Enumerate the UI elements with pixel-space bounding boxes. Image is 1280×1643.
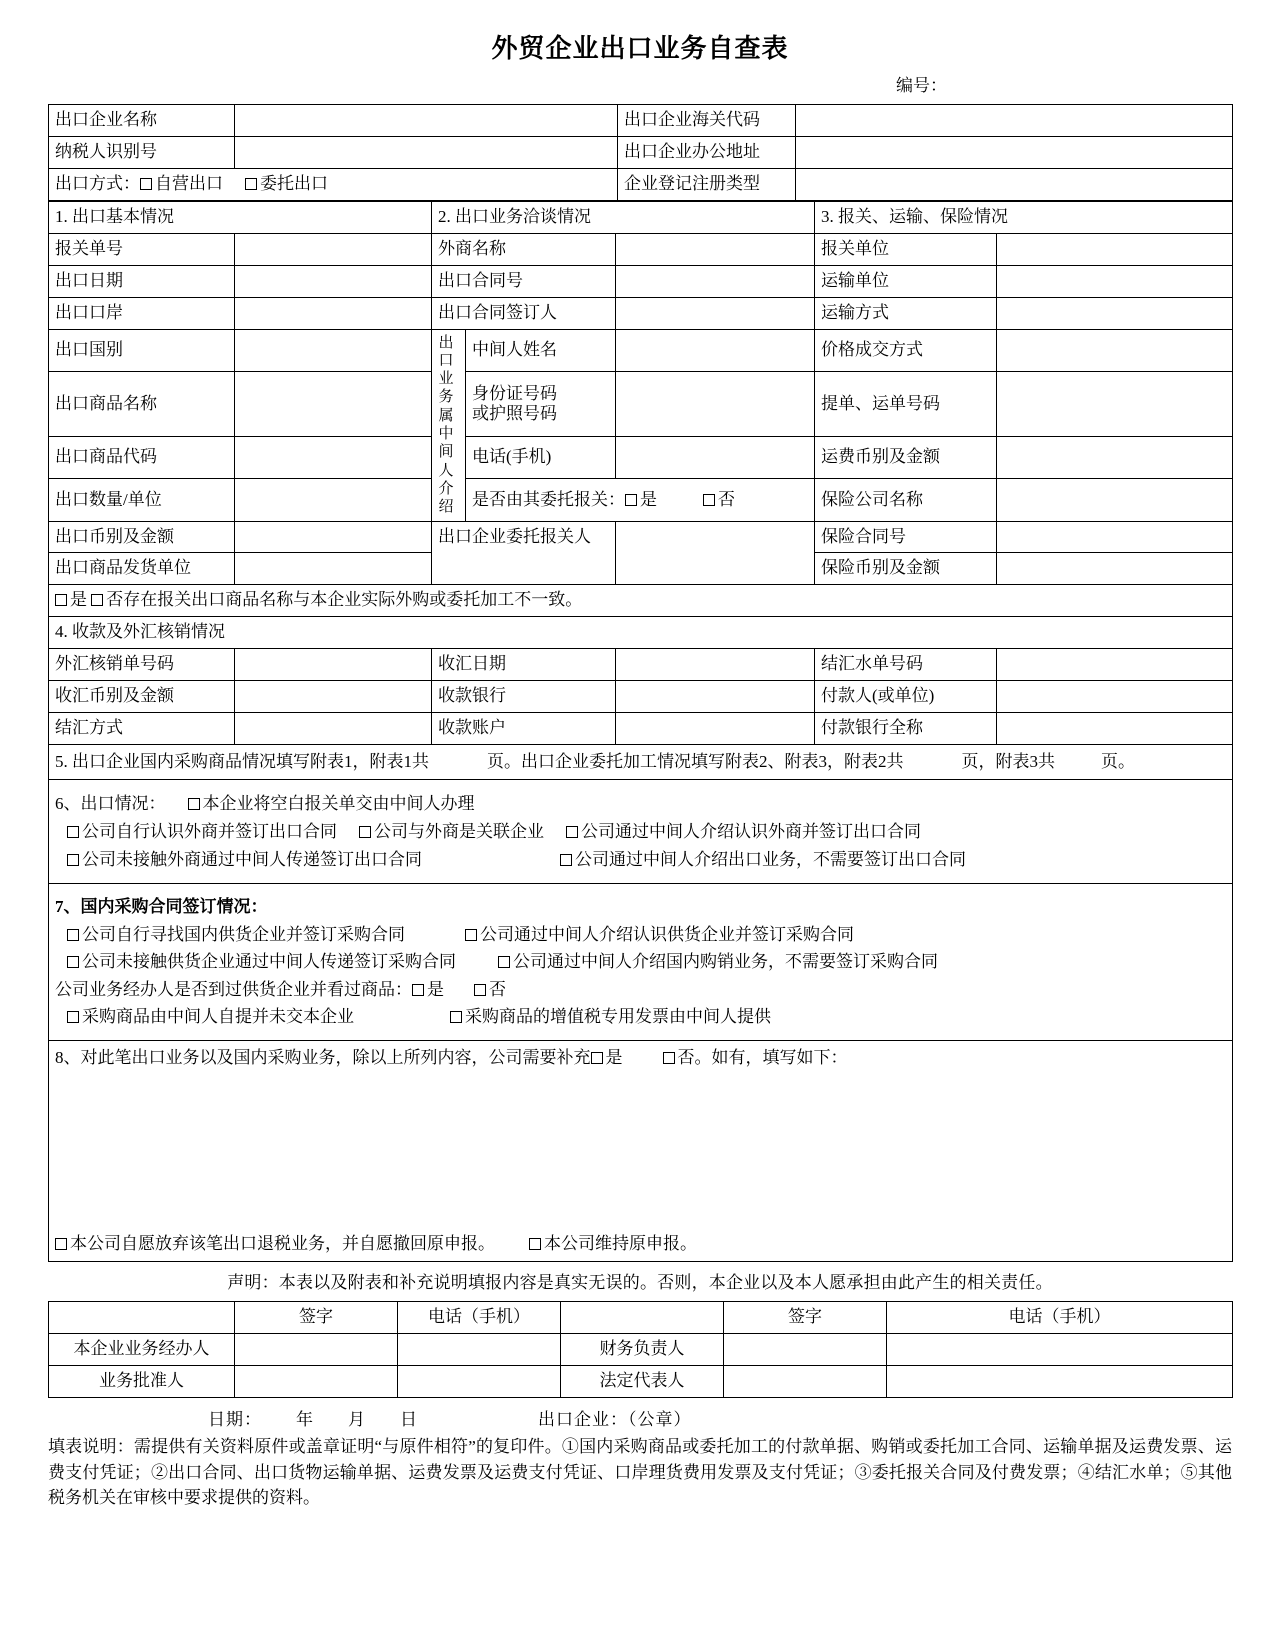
section6-lead-option: 本企业将空白报关单交由中间人办理 xyxy=(202,794,475,814)
export-port-field[interactable] xyxy=(235,297,432,329)
section7-row3 xyxy=(55,976,1226,1004)
registration-type-field[interactable] xyxy=(796,168,1233,200)
entrust-declaration-label: 是否由其委托报关： xyxy=(472,489,625,509)
settlement-method-field[interactable] xyxy=(235,713,432,745)
section8-footer-row xyxy=(55,1231,1226,1257)
export-contract-no-label: 出口合同号 xyxy=(432,265,616,297)
price-terms-label: 价格成交方式 xyxy=(815,329,997,371)
section8-row xyxy=(49,1040,1233,1262)
checkbox-s6-middleman-intro[interactable] xyxy=(566,826,578,838)
export-mode-label: 出口方式： xyxy=(55,173,140,193)
section5-part2: 页。出口企业委托加工情况填写附表2、附表3，附表2共 xyxy=(487,752,904,772)
goods-name-field[interactable] xyxy=(235,371,432,437)
section7-opt-4: 公司通过中间人介绍国内购销业务，不需要签订采购合同 xyxy=(513,952,938,972)
registration-type-label: 企业登记注册类型 xyxy=(618,168,796,200)
checkbox-s7-self-find-supplier[interactable] xyxy=(67,929,79,941)
checkbox-s7-no-purchase-contract[interactable] xyxy=(498,956,510,968)
forex-verification-no-field[interactable] xyxy=(235,649,432,681)
entrust-declaration-cell xyxy=(466,479,815,521)
legal-representative-signature-field[interactable] xyxy=(724,1366,887,1398)
middleman-id-field[interactable] xyxy=(616,371,815,437)
section6-row2 xyxy=(55,846,1226,874)
transport-unit-field[interactable] xyxy=(997,265,1233,297)
section-title-row xyxy=(49,201,1233,233)
section6-cell xyxy=(49,780,1233,884)
date-day: 日 xyxy=(400,1410,418,1430)
section7-visit-question: 公司业务经办人是否到过供货企业并看过商品： xyxy=(55,979,412,999)
business-handler-phone-field[interactable] xyxy=(398,1334,561,1366)
row-label-finance-head: 财务负责人 xyxy=(561,1334,724,1366)
table-row xyxy=(49,265,1233,297)
sig-head-phone-left: 电话（手机） xyxy=(398,1302,561,1334)
paying-bank-field[interactable] xyxy=(997,713,1233,745)
section8-freeform-area[interactable] xyxy=(55,1071,1226,1231)
section5-cell xyxy=(49,745,1233,780)
finance-head-phone-field[interactable] xyxy=(887,1334,1233,1366)
export-agent-label: 出口企业委托报关人 xyxy=(432,521,616,585)
company-seal-label: 出口企业：（公章） xyxy=(538,1410,692,1430)
finance-head-signature-field[interactable] xyxy=(724,1334,887,1366)
middleman-phone-label: 电话(手机) xyxy=(466,437,616,479)
office-address-field[interactable] xyxy=(796,136,1233,168)
receipt-currency-field[interactable] xyxy=(235,681,432,713)
section8-lead: 8、对此笔出口业务以及国内采购业务，除以上所列内容，公司需要补充 xyxy=(55,1047,591,1067)
export-mode-option-self: 自营出口 xyxy=(155,173,223,193)
quantity-unit-label: 出口数量/单位 xyxy=(49,479,235,521)
section7-visit-no: 否 xyxy=(489,979,506,999)
section5-part4: 页。 xyxy=(1101,752,1135,772)
table-row xyxy=(49,329,1233,371)
section4-title: 4. 收款及外汇核销情况 xyxy=(49,617,1233,649)
table-row xyxy=(49,371,1233,437)
declaration-statement: 声明：本表以及附表和补充说明填报内容是真实无误的。否则，本企业以及本人愿承担由此产生的相关责任。 xyxy=(227,1273,1053,1293)
section6-lead-row xyxy=(55,790,1226,818)
row-label-approver: 业务批准人 xyxy=(49,1366,235,1398)
checkbox-s7-middleman-supplier[interactable] xyxy=(465,929,477,941)
section6-block xyxy=(55,790,1226,873)
goods-name-label: 出口商品名称 xyxy=(49,371,235,437)
insurance-company-field[interactable] xyxy=(997,479,1233,521)
export-mode-option-entrusted: 委托出口 xyxy=(260,173,328,193)
table-row xyxy=(49,136,1233,168)
row-label-business-handler: 本企业业务经办人 xyxy=(49,1334,235,1366)
company-name-label: 出口企业名称 xyxy=(49,105,235,137)
export-port-label: 出口口岸 xyxy=(49,297,235,329)
sig-head-signature-right: 签字 xyxy=(724,1302,887,1334)
table-row xyxy=(49,649,1233,681)
section6-title: 6、出口情况： xyxy=(55,794,166,814)
checkbox-mismatch-yes[interactable] xyxy=(55,594,67,606)
checkbox-keep-declaration[interactable] xyxy=(529,1238,541,1250)
checkbox-s8-yes[interactable] xyxy=(591,1052,603,1064)
section8-cell[interactable] xyxy=(49,1040,1233,1262)
checkbox-s7-no-contact-supplier[interactable] xyxy=(67,956,79,968)
settlement-method-label: 结汇方式 xyxy=(49,713,235,745)
checkbox-s7-middleman-invoice[interactable] xyxy=(450,1011,462,1023)
section2-title: 2. 出口业务洽谈情况 xyxy=(432,201,815,233)
middleman-vertical-label xyxy=(432,329,466,521)
customs-broker-field[interactable] xyxy=(997,233,1233,265)
declaration-no-label: 报关单号 xyxy=(49,233,235,265)
export-country-field[interactable] xyxy=(235,329,432,371)
forex-verification-no-label: 外汇核销单号码 xyxy=(49,649,235,681)
section3-title: 3. 报关、运输、保险情况 xyxy=(815,201,1233,233)
date-month: 月 xyxy=(348,1410,366,1430)
section6-row xyxy=(49,780,1233,884)
freight-currency-label: 运费币别及金额 xyxy=(815,437,997,479)
table-row xyxy=(49,297,1233,329)
price-terms-field[interactable] xyxy=(997,329,1233,371)
section5-text xyxy=(55,749,1226,775)
insurance-currency-label: 保险币别及金额 xyxy=(815,553,997,585)
section7-opt-3: 公司未接触供货企业通过中间人传递签订采购合同 xyxy=(82,952,456,972)
section7-row1 xyxy=(55,921,1226,949)
section7-block xyxy=(55,893,1226,1031)
legal-representative-phone-field[interactable] xyxy=(887,1366,1233,1398)
mismatch-text: 存在报关出口商品名称与本企业实际外购或委托加工不一致。 xyxy=(123,590,583,610)
contract-signer-label: 出口合同签订人 xyxy=(432,297,616,329)
section7-opt-2: 公司通过中间人介绍认识供货企业并签订采购合同 xyxy=(480,924,854,944)
checkbox-s6-self-contract[interactable] xyxy=(67,826,79,838)
checkbox-entrust-yes[interactable] xyxy=(625,494,637,506)
goods-code-label: 出口商品代码 xyxy=(49,437,235,479)
checkbox-s8-no[interactable] xyxy=(663,1052,675,1064)
receipt-date-label: 收汇日期 xyxy=(432,649,616,681)
receipt-date-field[interactable] xyxy=(616,649,815,681)
section6-row1 xyxy=(55,818,1226,846)
transport-unit-label: 运输单位 xyxy=(815,265,997,297)
table-row xyxy=(49,1334,1233,1366)
sig-head-signature-left: 签字 xyxy=(235,1302,398,1334)
section8-option-yes: 是 xyxy=(605,1047,623,1067)
section6-opt-2: 公司与外商是关联企业 xyxy=(374,821,544,841)
checkbox-mismatch-no[interactable] xyxy=(91,594,103,606)
customs-broker-label: 报关单位 xyxy=(815,233,997,265)
customs-code-label: 出口企业海关代码 xyxy=(618,105,796,137)
taxpayer-id-label: 纳税人识别号 xyxy=(49,136,235,168)
receiving-account-field[interactable] xyxy=(616,713,815,745)
section7-row2 xyxy=(55,948,1226,976)
page-title: 外贸企业出口业务自查表 xyxy=(491,34,789,63)
section5-row xyxy=(49,745,1233,780)
insurance-currency-field[interactable] xyxy=(997,553,1233,585)
section1-title: 1. 出口基本情况 xyxy=(49,201,432,233)
contract-signer-field[interactable] xyxy=(616,297,815,329)
shipper-unit-field[interactable] xyxy=(235,553,432,585)
sig-head-0 xyxy=(49,1302,235,1334)
date-label: 日期： xyxy=(208,1410,262,1430)
taxpayer-id-field[interactable] xyxy=(235,136,618,168)
section7-row4 xyxy=(55,1003,1226,1031)
bill-of-lading-label: 提单、运单号码 xyxy=(815,371,997,437)
table-row xyxy=(49,437,1233,479)
declaration-no-field[interactable] xyxy=(235,233,432,265)
section6-opt-3: 公司通过中间人介绍认识外商并签订出口合同 xyxy=(581,821,921,841)
date-and-seal-line xyxy=(48,1398,1232,1434)
sig-head-phone-right: 电话（手机） xyxy=(887,1302,1233,1334)
table-row xyxy=(49,105,1233,137)
receiving-bank-label: 收款银行 xyxy=(432,681,616,713)
insurance-contract-label: 保险合同号 xyxy=(815,521,997,553)
shipper-unit-label: 出口商品发货单位 xyxy=(49,553,235,585)
transport-mode-field[interactable] xyxy=(997,297,1233,329)
row-label-legal-representative: 法定代表人 xyxy=(561,1366,724,1398)
table-row xyxy=(49,479,1233,521)
mismatch-row xyxy=(49,585,1233,617)
foreign-buyer-label: 外商名称 xyxy=(432,233,616,265)
section6-opt-4: 公司未接触外商通过中间人传递签订出口合同 xyxy=(82,849,422,869)
section8-option-no: 否。如有，填写如下： xyxy=(677,1047,848,1067)
export-mode-cell xyxy=(49,168,618,200)
middleman-name-label: 中间人姓名 xyxy=(466,329,616,371)
signature-table xyxy=(48,1301,1233,1398)
main-detail-table xyxy=(48,201,1233,1263)
middleman-vertical-text: 出口业务属中间人介绍 xyxy=(438,334,454,516)
checkbox-s6-related-party[interactable] xyxy=(359,826,371,838)
export-contract-no-field[interactable] xyxy=(616,265,815,297)
mismatch-option-yes: 是 xyxy=(70,590,87,610)
checkbox-s7-visit-yes[interactable] xyxy=(412,984,424,996)
middleman-phone-field[interactable] xyxy=(616,437,815,479)
payer-label: 付款人(或单位) xyxy=(815,681,997,713)
settlement-slip-no-field[interactable] xyxy=(997,649,1233,681)
company-name-field[interactable] xyxy=(235,105,618,137)
sig-head-3 xyxy=(561,1302,724,1334)
section5-part1: 5. 出口企业国内采购商品情况填写附表1，附表1共 xyxy=(55,752,429,772)
table-row xyxy=(49,681,1233,713)
freight-currency-field[interactable] xyxy=(997,437,1233,479)
date-year: 年 xyxy=(296,1410,314,1430)
middleman-id-label: 身份证号码 或护照号码 xyxy=(466,371,616,437)
checkbox-s7-visit-no[interactable] xyxy=(474,984,486,996)
quantity-unit-field[interactable] xyxy=(235,479,432,521)
section-title-row xyxy=(49,617,1233,649)
checkbox-s7-middleman-pickup[interactable] xyxy=(67,1011,79,1023)
mismatch-option-no: 否 xyxy=(106,590,124,610)
receiving-account-label: 收款账户 xyxy=(432,713,616,745)
table-row xyxy=(49,1302,1233,1334)
section7-row xyxy=(49,884,1233,1041)
entrust-option-no: 否 xyxy=(718,489,735,509)
payer-field[interactable] xyxy=(997,681,1233,713)
settlement-slip-no-label: 结汇水单号码 xyxy=(815,649,997,681)
receipt-currency-label: 收汇币别及金额 xyxy=(49,681,235,713)
header-table xyxy=(48,104,1233,201)
office-address-label: 出口企业办公地址 xyxy=(618,136,796,168)
paying-bank-label: 付款银行全称 xyxy=(815,713,997,745)
receiving-bank-field[interactable] xyxy=(616,681,815,713)
serial-number-label: 编号： xyxy=(896,76,947,95)
section7-opt-1: 公司自行寻找国内供货企业并签订采购合同 xyxy=(82,924,405,944)
section7-opt-5: 采购商品由中间人自提并未交本企业 xyxy=(82,1007,354,1027)
section8-footer-opt-1: 本公司自愿放弃该笔出口退税业务，并自愿撤回原申报。 xyxy=(70,1234,495,1254)
section7-title: 7、国内采购合同签订情况： xyxy=(55,897,268,917)
insurance-company-label: 保险公司名称 xyxy=(815,479,997,521)
export-currency-label: 出口币别及金额 xyxy=(49,521,235,553)
section5-part3: 页，附表3共 xyxy=(961,752,1055,772)
checkbox-s6-no-contract-needed[interactable] xyxy=(560,854,572,866)
table-row xyxy=(49,713,1233,745)
checkbox-blank-declaration[interactable] xyxy=(188,798,200,810)
transport-mode-label: 运输方式 xyxy=(815,297,997,329)
section7-visit-yes: 是 xyxy=(427,979,444,999)
insurance-contract-field[interactable] xyxy=(997,521,1233,553)
approver-phone-field[interactable] xyxy=(398,1366,561,1398)
middleman-name-field[interactable] xyxy=(616,329,815,371)
section6-opt-5: 公司通过中间人介绍出口业务，不需要签订出口合同 xyxy=(575,849,966,869)
business-handler-signature-field[interactable] xyxy=(235,1334,398,1366)
goods-code-field[interactable] xyxy=(235,437,432,479)
section7-cell xyxy=(49,884,1233,1041)
footer-instructions: 填表说明：需提供有关资料原件或盖章证明“与原件相符”的复印件。①国内采购商品或委托加工的付款单据、购销或委托加工合同、运输单据及运费发票、运费支付凭证；②出口合同、出口货物运输单据、运费发票及运费支付凭证、口岸理货费用发票及支付凭证；③委托报关合同及付费发票；④结汇水单；⑤其他税务机关在审核中要求提供的资料。 xyxy=(48,1437,1232,1508)
checkbox-waive-refund[interactable] xyxy=(55,1238,67,1250)
section8-lead-row xyxy=(55,1045,1226,1071)
checkbox-entrust-no[interactable] xyxy=(703,494,715,506)
table-row xyxy=(49,521,1233,553)
export-country-label: 出口国别 xyxy=(49,329,235,371)
export-date-field[interactable] xyxy=(235,265,432,297)
checkbox-entrusted-export[interactable] xyxy=(245,178,257,190)
table-row xyxy=(49,168,1233,200)
export-date-label: 出口日期 xyxy=(49,265,235,297)
checkbox-s6-no-contact[interactable] xyxy=(67,854,79,866)
export-agent-field[interactable] xyxy=(616,521,815,585)
section7-opt-6: 采购商品的增值税专用发票由中间人提供 xyxy=(465,1007,771,1027)
table-row xyxy=(49,233,1233,265)
export-currency-field[interactable] xyxy=(235,521,432,553)
approver-signature-field[interactable] xyxy=(235,1366,398,1398)
customs-code-field[interactable] xyxy=(796,105,1233,137)
section6-opt-1: 公司自行认识外商并签订出口合同 xyxy=(82,821,337,841)
table-row xyxy=(49,1366,1233,1398)
section8-footer-opt-2: 本公司维持原申报。 xyxy=(544,1234,697,1254)
table-row xyxy=(49,585,1233,617)
foreign-buyer-field[interactable] xyxy=(616,233,815,265)
entrust-option-yes: 是 xyxy=(640,489,657,509)
checkbox-self-export[interactable] xyxy=(140,178,152,190)
bill-of-lading-field[interactable] xyxy=(997,371,1233,437)
